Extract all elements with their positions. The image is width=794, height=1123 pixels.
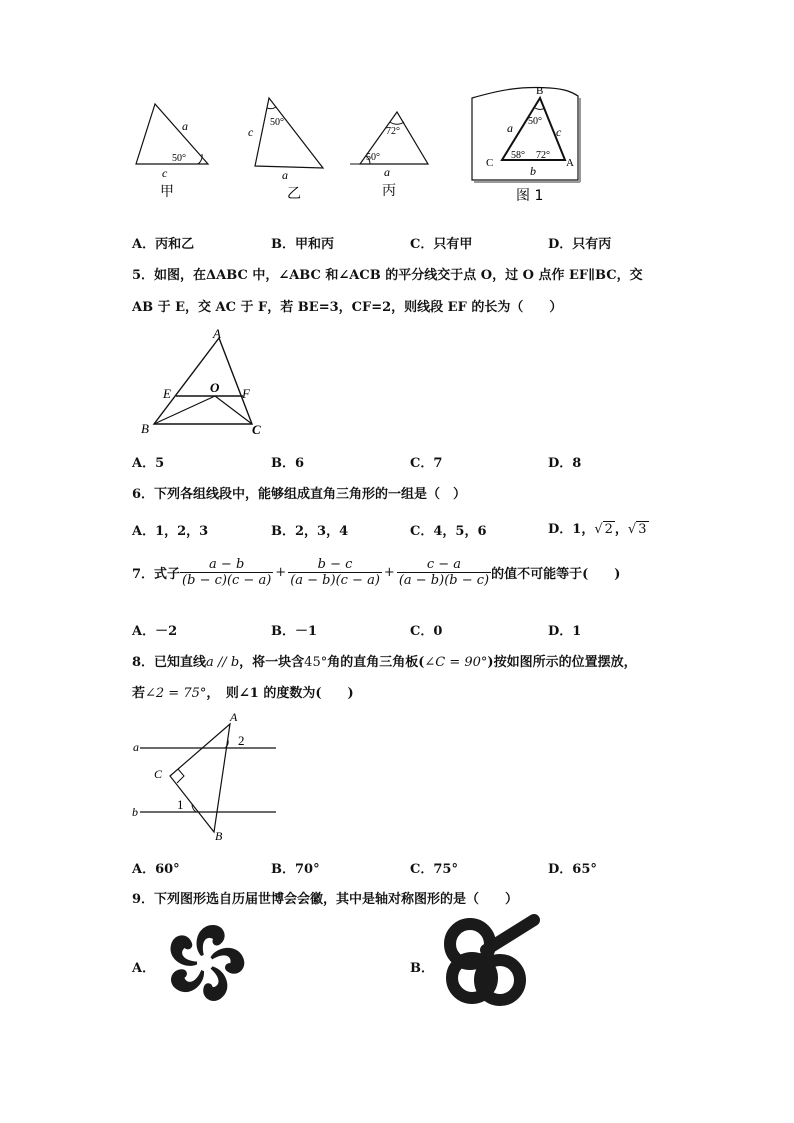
q8-option-c[interactable]: C．75° bbox=[410, 862, 458, 877]
bing-angle-left: 50° bbox=[366, 152, 380, 163]
q5-text-line1: 5．如图，在ΔABC 中，∠ABC 和∠ACB 的平分线交于点 O，过 O 点作 EF∥BC，交 bbox=[132, 268, 643, 283]
yi-side-c: c bbox=[248, 125, 254, 139]
q5-text-line2: AB 于 E，交 AC 于 F，若 BE=3，CF=2，则线段 EF 的长为（ ） bbox=[132, 300, 563, 315]
q5-label-b: B bbox=[141, 421, 149, 436]
q9-option-a[interactable]: A． bbox=[132, 961, 156, 976]
q8-l1-cond: ∠C = 90° bbox=[424, 655, 488, 670]
q9-text: 9．下列图形选自历届世博会会徽，其中是轴对称图形的是（ ） bbox=[132, 892, 519, 907]
fig1-side-c: c bbox=[556, 125, 562, 139]
q9-option-b[interactable]: B． bbox=[410, 961, 434, 976]
q6-option-a[interactable]: A．1，2，3 bbox=[132, 524, 209, 539]
q5-label-c: C bbox=[252, 422, 261, 437]
jia-angle: 50° bbox=[172, 153, 186, 164]
q7-option-c[interactable]: C．0 bbox=[410, 624, 443, 639]
q7-f1-denominator: (b − c)(c − a) bbox=[182, 573, 272, 588]
triangle-jia bbox=[136, 104, 208, 200]
q8-l2-a: 若 bbox=[132, 686, 146, 701]
q4-option-b[interactable]: B．甲和丙 bbox=[271, 237, 334, 252]
q8-l1-c: 角的直角三角板( bbox=[327, 655, 425, 670]
sqrt-3: √ 3 bbox=[627, 522, 647, 537]
fig1-angle-b: 50° bbox=[528, 116, 542, 127]
q5-label-o: O bbox=[210, 380, 220, 395]
q8-label-angle-2: 2 bbox=[238, 733, 245, 748]
q8-text-line1 bbox=[132, 651, 637, 670]
q7-option-b[interactable]: B．－1 bbox=[271, 624, 318, 639]
q8-label-c-vertex: C bbox=[154, 767, 163, 781]
q7-f2-numerator: b − c bbox=[317, 557, 353, 572]
sqrt-2-radicand: 2 bbox=[604, 522, 613, 537]
q4-option-d[interactable]: D．只有丙 bbox=[548, 237, 612, 252]
q7-plus-1: + bbox=[275, 565, 287, 580]
q7-fraction-3 bbox=[397, 557, 491, 588]
q7-f3-numerator: c − a bbox=[426, 557, 462, 572]
yi-side-a: a bbox=[282, 168, 288, 182]
q5-label-e: E bbox=[163, 386, 171, 401]
bing-angle-top: 72° bbox=[386, 126, 400, 137]
fig1-angle-c: 58° bbox=[511, 150, 525, 161]
q7-option-d[interactable]: D．1 bbox=[548, 624, 582, 639]
q8-label-b-vertex: B bbox=[215, 829, 223, 843]
q5-option-a[interactable]: A．5 bbox=[132, 456, 165, 471]
q8-label-line-a: a bbox=[133, 740, 139, 754]
q6-option-b[interactable]: B．2，3，4 bbox=[271, 524, 349, 539]
q7-f2-denominator: (a − b)(c − a) bbox=[290, 573, 380, 588]
fig1-caption: 图 1 bbox=[516, 188, 544, 204]
q8-option-b[interactable]: B．70° bbox=[271, 862, 320, 877]
q4-option-a[interactable]: A．丙和乙 bbox=[132, 237, 195, 252]
q6-option-d-sep: ， bbox=[614, 522, 628, 537]
figure-1 bbox=[472, 85, 580, 204]
q8-l2-cond: ∠2 = 75° bbox=[145, 686, 207, 701]
fig1-vertex-b: B bbox=[536, 85, 544, 97]
q6-option-d-prefix: D．1， bbox=[548, 522, 595, 537]
q5-label-a: A bbox=[213, 326, 221, 341]
q4-option-c[interactable]: C．只有甲 bbox=[410, 237, 473, 252]
q7-fraction-1 bbox=[180, 557, 273, 588]
sqrt-3-radicand: 3 bbox=[638, 522, 647, 537]
triangle-bing bbox=[350, 112, 428, 199]
q6-option-d[interactable] bbox=[548, 518, 649, 537]
q5-option-c[interactable]: C．7 bbox=[410, 456, 443, 471]
q8-l1-deg: 45° bbox=[304, 655, 328, 670]
q5-option-d[interactable]: D．8 bbox=[548, 456, 582, 471]
q8-l1-a: 8．已知直线 bbox=[132, 655, 207, 670]
q7-option-a[interactable]: A．－2 bbox=[132, 624, 178, 639]
q5-figure bbox=[132, 322, 282, 442]
q8-option-a[interactable]: A．60° bbox=[132, 862, 180, 877]
yi-angle: 50° bbox=[270, 117, 284, 128]
q6-text: 6．下列各组线段中，能够组成直角三角形的一组是（ ） bbox=[132, 487, 467, 502]
q5-option-b[interactable]: B．6 bbox=[271, 456, 305, 471]
triangle-yi bbox=[248, 98, 323, 202]
jia-side-c: c bbox=[162, 166, 168, 180]
q8-l1-d: )按如图所示的位置摆放， bbox=[487, 655, 637, 670]
q8-l1-rel: a // b bbox=[206, 655, 240, 670]
fig1-angle-a: 72° bbox=[536, 150, 550, 161]
yi-caption: 乙 bbox=[287, 186, 301, 202]
q8-label-a-vertex: A bbox=[230, 710, 238, 724]
jia-side-a: a bbox=[182, 119, 188, 133]
bing-side-a: a bbox=[384, 165, 390, 179]
q6-option-c[interactable]: C．4，5，6 bbox=[410, 524, 487, 539]
fig1-vertex-a: A bbox=[566, 157, 574, 169]
q7-prefix: 7．式子 bbox=[132, 567, 181, 582]
q7-f1-numerator: a − b bbox=[209, 557, 245, 572]
q8-l1-b: ，将一块含 bbox=[239, 655, 305, 670]
q7-expression bbox=[132, 557, 620, 588]
q7-f3-denominator: (a − b)(b − c) bbox=[398, 573, 490, 588]
q8-l2-b: ， 则∠1 的度数为( ) bbox=[206, 686, 354, 701]
q7-fraction-2 bbox=[288, 557, 382, 588]
expo-logo-flower-icon bbox=[158, 916, 252, 1010]
q8-figure bbox=[128, 706, 288, 844]
q7-plus-2: + bbox=[383, 565, 395, 580]
q5-label-f: F bbox=[242, 386, 250, 401]
sqrt-2: √ 2 bbox=[594, 522, 613, 537]
q8-label-angle-1: 1 bbox=[177, 797, 184, 812]
fig1-side-b: b bbox=[530, 164, 536, 178]
q4-figures bbox=[120, 80, 600, 210]
q7-suffix: 的值不可能等于( ) bbox=[491, 567, 621, 582]
q8-label-line-b: b bbox=[132, 805, 138, 819]
bing-caption: 丙 bbox=[382, 183, 396, 199]
fig1-side-a: a bbox=[507, 121, 513, 135]
expo-logo-rings-icon bbox=[438, 910, 544, 1010]
q8-text-line2 bbox=[132, 682, 354, 701]
fig1-vertex-c: C bbox=[486, 157, 494, 169]
q8-option-d[interactable]: D．65° bbox=[548, 862, 597, 877]
jia-caption: 甲 bbox=[160, 184, 174, 200]
